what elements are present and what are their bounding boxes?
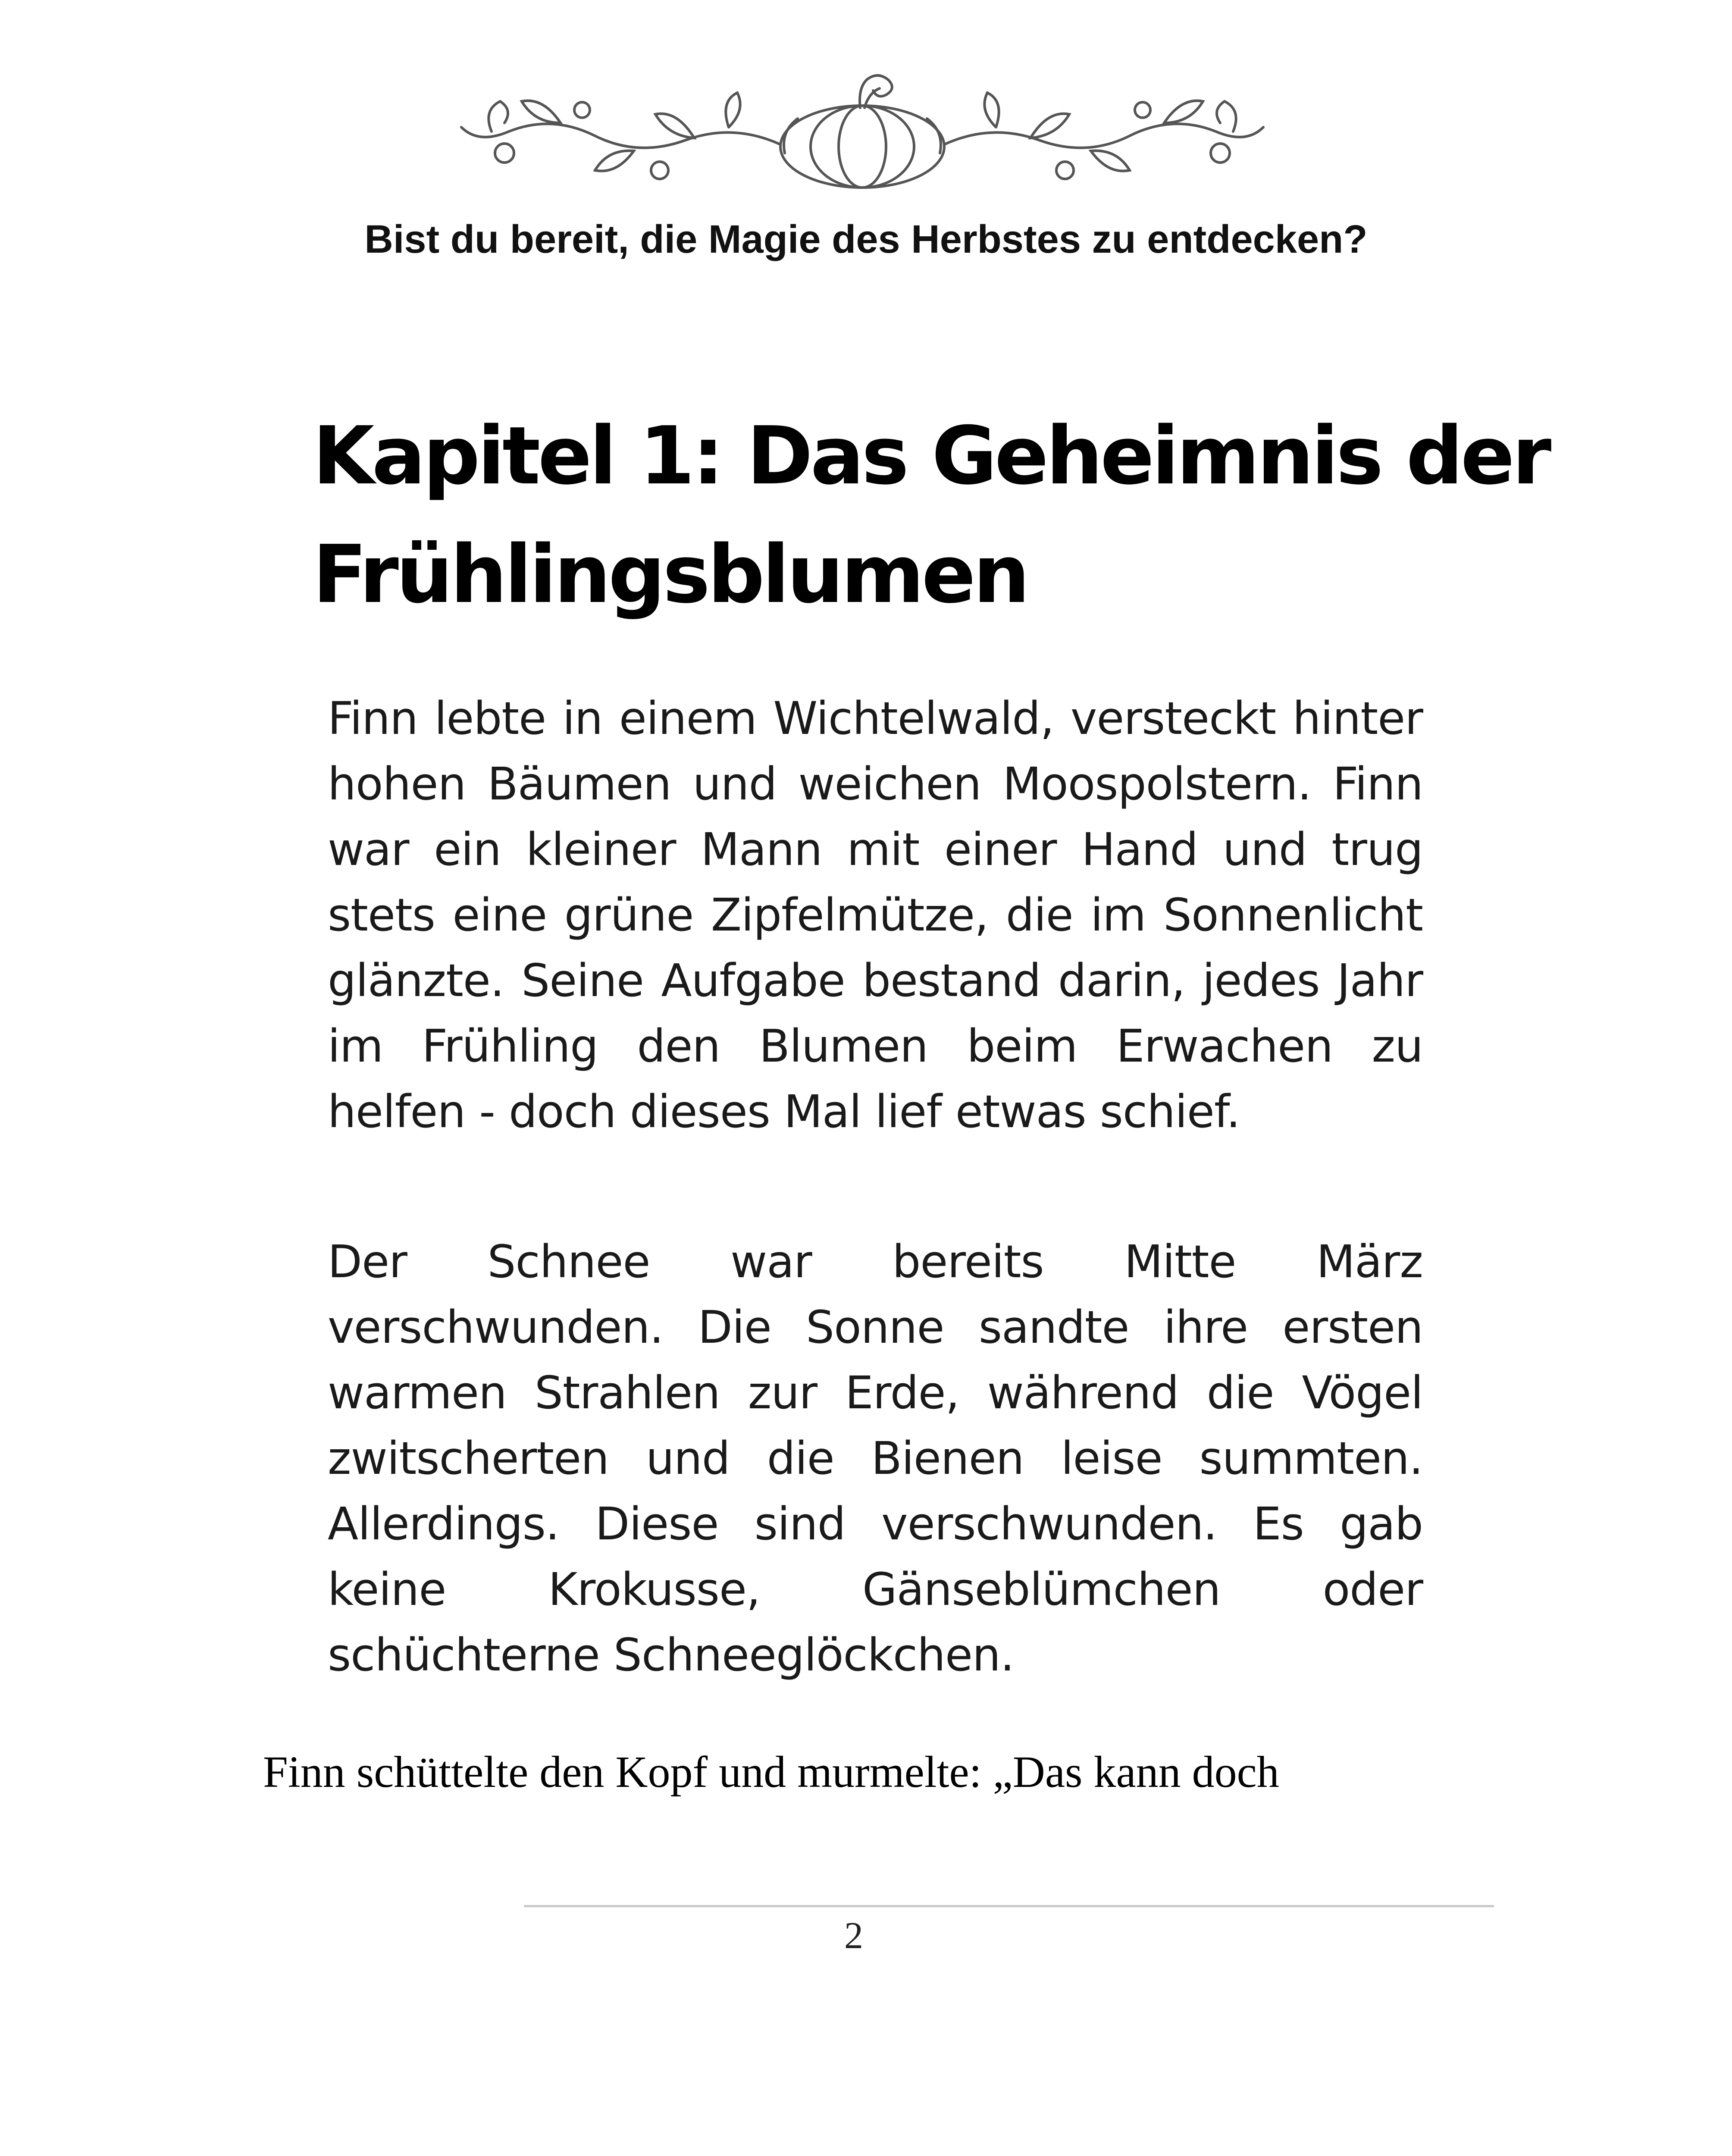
body-paragraph-2: Der Schnee war bereits Mitte März verschwunden. Die Sonne sandte ihre ersten warmen Strahlen zur Erde, während die Vögel zwitscherten und die Bienen leise summten. Allerdings. Diese sind verschwunden. Es gab keine Krokusse, Gänseblümchen oder schüchterne Schneeglöckchen. [328, 1235, 1423, 1681]
chapter-title: Kapitel 1: Das Geheimnis der Frühlingsblumen [313, 409, 1549, 621]
body-continuation-line: Finn schüttelte den Kopf und murmelte: „Das kann doch [263, 1747, 1279, 1797]
body-paragraph-1: Finn lebte in einem Wichtelwald, versteckt hinter hohen Bäumen und weichen Moospolstern. Finn war ein kleiner Mann mit einer Hand und trug stets eine grüne Zipfelmütze, die im Sonnenlicht glänzte. Seine Aufgabe bestand darin, jedes Jahr im Frühling den Blumen beim Erwachen zu helfen - doch dieses Mal lief etwas schief. [328, 692, 1423, 1138]
running-header-title: Bist du bereit, die Magie des Herbstes zu entdecken? [364, 217, 1368, 261]
footer-divider [524, 1905, 1494, 1907]
pumpkin-vine-ornament-icon [453, 45, 1272, 192]
page-number: 2 [844, 1915, 863, 1957]
